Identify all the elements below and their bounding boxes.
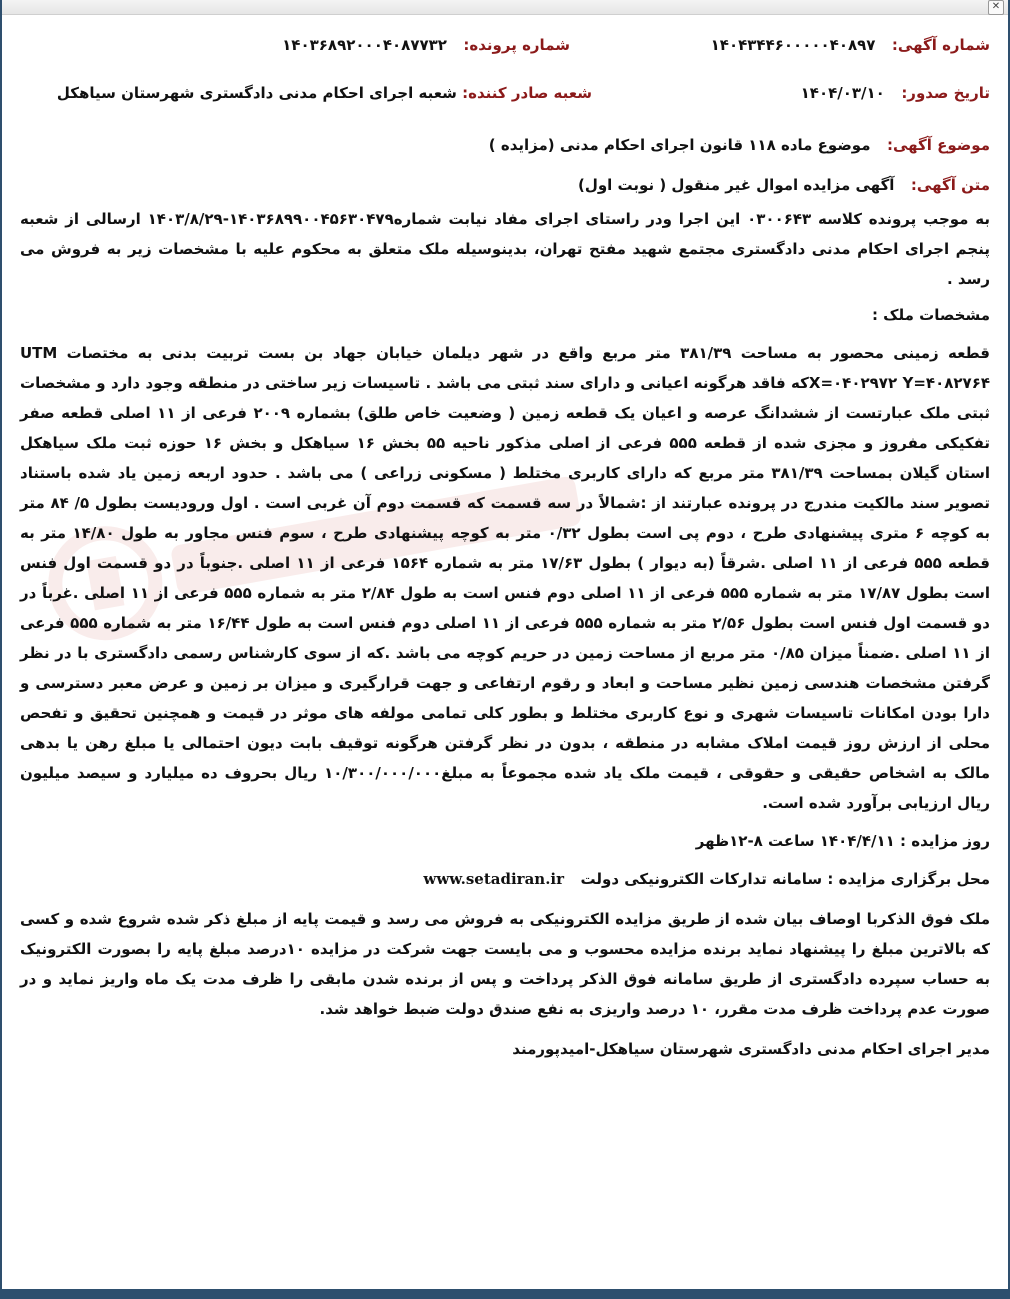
auction-venue [20,864,990,894]
notice-content [20,30,990,1064]
subject-field [489,130,990,160]
notice-number-label: شماره آگهی: [891,36,990,54]
issue-date-field [801,78,990,108]
text-title-row [20,170,990,200]
case-number-field [282,30,570,60]
notice-number-field [711,30,990,60]
text-title: آگهی مزایده اموال غیر منقول ( نوبت اول) [577,176,895,194]
issuing-branch: شعبه اجرای احکام مدنی دادگستری شهرستان سیاهکل [56,84,457,102]
text-title-field [578,170,990,200]
signature: مدیر اجرای احکام مدنی دادگستری شهرستان سیاهکل-امیدپورمند [512,1040,990,1058]
notice-number: ۱۴۰۴۳۴۴۶۰۰۰۰۰۴۰۸۹۷ [710,36,876,54]
case-number: ۱۴۰۳۶۸۹۲۰۰۰۴۰۸۷۷۳۲ [282,36,447,54]
property-description: قطعه زمینی محصور به مساحت ۳۸۱/۳۹ متر مربع واقع در شهر دیلمان خیابان جهاد بن بست تربیت بدنی به مختصات UTM X=۰۴۰۲۹۷۲ Y=۴۰۸۲۷۶۴که فاقد هرگونه اعیانی و دارای سند ثبتی می باشد . تاسیسات زیر ساختی در منطقه وجود دارد و مشخصات ثبتی ملک عبارتست از ششدانگ عرصه و اعیان یک قطعه زمین ( وضعیت خاص طلق) بشماره ۲۰۰۹ فرعی از ۱۱ اصلی قطعه صفر تفکیکی مفروز و مجزی شده از قطعه ۵۵۵ فرعی از اصلی مذکور ناحیه ۵۵ بخش ۱۶ سیاهکل و بخش ۱۶ حوزه ثبت ملک سیاهکل استان گیلان بمساحت ۳۸۱/۳۹ متر مربع که دارای کاربری مختلط ( مسکونی زراعی ) می باشد . حدود اربعه زمین یاد شده باستناد تصویر سند مالکیت مندرج در پرونده عبارتند از :شمالاً در سه قسمت که قسمت دوم آن غربی است . اول ورودیست بطول ۵/ ۸۴ متر به کوچه ۶ متری پیشنهادی طرح ، دوم پی است بطول ۰/۳۲ متر به کوچه پیشنهادی طرح ، سوم فنس مجاور به طول ۱۴/۸۰ متر به قطعه ۵۵۵ فرعی از ۱۱ اصلی .شرقاً (به دیوار ) بطول ۱۷/۶۳ متر به شماره ۱۵۶۴ فرعی از ۱۱ اصلی .جنوباً در دو قسمت اول فنس است بطول ۱۷/۸۷ متر به شماره ۵۵۵ فرعی از ۱۱ اصلی دوم فنس است به طول ۲/۸۴ متر به شماره ۵۵۵ فرعی از ۱۱ اصلی .غرباً در دو قسمت اول فنس است بطول ۲/۵۶ متر به شماره ۵۵۵ فرعی از ۱۱ اصلی دوم فنس است به طول ۱۶/۴۴ متر به شماره ۵۵۵ فرعی از ۱۱ اصلی .ضمناً میزان ۰/۸۵ متر مربع از مساحت زمین در حریم کوچه می باشد .که از سوی کارشناس رسمی دادگستری با در نظر گرفتن مشخصات هندسی زمین نظیر مساحت و ابعاد و رقوم ارتفاعی و جهت قرارگیری و میزان بر زمین و عرض معبر دسترسی و دارا بودن امکانات تاسیسات شهری و نوع کاربری مختلط و بطور کلی تمامی مولفه های موثر در قیمت و همچنین تحقیق و تفحص محلی از ارزش روز قیمت املاک مشابه در منطقه ، بدون در نظر گرفتن هرگونه توقیف بابت دیون احتمالی یا مبلغ رهن یا بدهی مالک به اشخاص حقیقی و حقوقی ، قیمت ملک یاد شده مجموعاً به مبلغ۱۰/۳۰۰/۰۰۰/۰۰۰ ریال بحروف ده میلیارد و سیصد میلیون ریال ارزیابی برآورد شده است. [20,344,991,812]
issuing-branch-label: شعبه صادر کننده: [462,84,592,102]
header-row-1 [20,30,990,60]
window-top-strip [2,0,1008,15]
venue-label: محل برگزاری مزایده : سامانه تدارکات الکترونیکی دولت [580,870,990,888]
case-number-label: شماره پرونده: [463,36,570,54]
venue-site-link[interactable]: www.setadiran.ir [423,870,565,888]
header-row-2 [20,78,990,108]
subject-row [20,130,990,160]
auction-terms: ملک فوق الذکربا اوصاف بیان شده از طریق مزایده الکترونیکی به فروش می رسد و قیمت پایه از مبلغ ذکر شده شروع شده و کسی که بالاترین مبلغ را پیشنهاد نماید برنده مزایده محسوب و می بایست جهت شرکت در مزایده ۱۰درصد مبلغ پایه را بصورت الکترونیک به حساب سپرده دادگستری از طریق سامانه فوق الذکر پرداخت و پس از برنده شدن مابقی را ظرف مدت یک ماه واریز نماید و در صورت عدم پرداخت ظرف مدت مقرر، ۱۰ درصد واریزی به نفع صندق دولت ضبط خواهد شد. [20,910,990,1018]
close-button[interactable] [988,0,1004,15]
subject-label: موضوع آگهی: [886,136,990,154]
issue-date-label: تاریخ صدور: [901,84,990,102]
auction-day: روز مزایده : ۱۴۰۴/۴/۱۱ ساعت ۸-۱۲ظهر [695,832,990,850]
issuing-branch-field [57,78,592,108]
subject-text: موضوع ماده ۱۱۸ قانون اجرای احکام مدنی (مزایده ) [488,136,871,154]
text-label: متن آگهی: [910,176,990,194]
issue-date: ۱۴۰۴/۰۳/۱۰ [800,84,885,102]
specs-heading: مشخصات ملک : [871,306,990,324]
close-icon: ✕ [991,1,1001,12]
intro-paragraph: به موجب پرونده کلاسه ۰۳۰۰۶۴۳ این اجرا ودر راستای اجرای مفاد نیابت شماره۱۴۰۳۶۸۹۹۰۰۴۵۶۳۰۴۷۹-۱۴۰۳/۸/۲۹ ارسالی از شعبه پنجم اجرای احکام مدنی دادگستری مجتمع شهید مفتح تهران، بدینوسیله ملک متعلق به محکوم علیه با مشخصات زیر به فروش می رسد . [20,210,990,288]
